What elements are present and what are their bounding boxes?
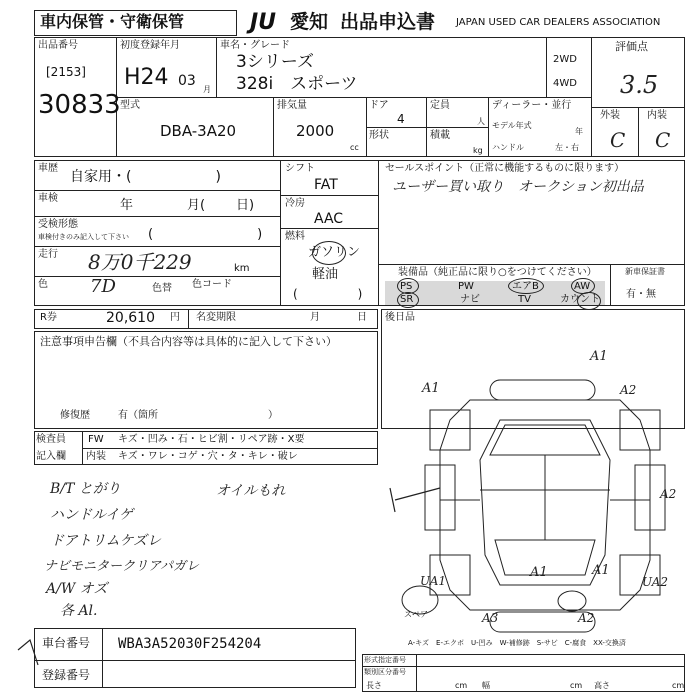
rating-label: 評価点 [615, 40, 648, 53]
note-5: A/W オズ [46, 581, 108, 597]
receipt-sub: 車検付きのみ記入して下さい [38, 233, 129, 241]
equip-sr: SR [400, 294, 414, 305]
chassis-number: WBA3A52030F254204 [118, 636, 262, 652]
fuel-label: 燃料 [285, 231, 305, 242]
form-title: 出品申込書 [340, 11, 436, 33]
mark-ua2: UA2 [642, 575, 669, 589]
lot-label: 出品番号 [38, 40, 78, 51]
inspector-label-2: 記入欄 [36, 451, 66, 462]
dims-width-unit: cm [570, 681, 583, 690]
equip-navi: ナビ [460, 294, 480, 305]
inspector-row1: キズ・凹み・石・ヒビ割・リペア跡・X要 [118, 434, 305, 445]
repair-label: 修復歴 [60, 410, 90, 421]
mark-a2-spare: A2 [620, 383, 637, 397]
dims-height: 高さ [594, 681, 610, 690]
interior-grade: C [655, 128, 671, 152]
selling-point-text: ユーザー買い取り オークション初出品 [392, 179, 644, 195]
dims-label-1: 形式指定番号 [364, 656, 406, 664]
aircon-value: AAC [314, 211, 344, 227]
history-value: 自家用・( ) [70, 169, 221, 185]
equip-pw: PW [458, 281, 474, 292]
new-guarantee-label: 新車保証書 [625, 267, 665, 276]
fuel-diesel: 軽油 [312, 267, 339, 282]
exterior-label: 外装 [600, 110, 620, 121]
damage-legend: A-キズ E-エクボ U-凹み W-補修跡 S-サビ C-腐食 XX-交換済 [408, 639, 626, 647]
mark-a3: A3 [482, 611, 499, 625]
mark-a1-left: A1 [422, 381, 440, 396]
note-right: オイルもれ [216, 483, 286, 499]
ju-logo: JU [250, 10, 277, 35]
equip-airbag: エアB [512, 281, 539, 292]
model-year-unit: 年 [575, 127, 583, 136]
color-label: 色 [38, 279, 48, 290]
tax-value: 20,610 [106, 310, 155, 326]
mileage-value: 8万0千229 [88, 250, 192, 274]
storage-label: 車内保管・守衛保管 [40, 12, 185, 31]
inspector-row2: キズ・ワレ・コゲ・穴・タ・キレ・破レ [118, 451, 298, 462]
dims-frame [362, 654, 685, 692]
org-english: JAPAN USED CAR DEALERS ASSOCIATION [456, 17, 661, 28]
recycle-label: 名変期限 [196, 312, 236, 323]
history-label: 車歴 [38, 163, 58, 174]
drive-4wd: 4WD [553, 78, 577, 89]
lot-number: 30833 [38, 90, 121, 120]
drive-2wd: 2WD [553, 54, 577, 65]
notes-label: 注意事項申告欄（不具合内容等は具体的に記入して下さい） [40, 335, 337, 348]
note-2: ハンドルイゲ [50, 507, 134, 523]
equip-aw: AW [574, 281, 591, 292]
type-label: 型式 [120, 100, 140, 111]
interior-label: 内装 [647, 110, 667, 121]
inspection-month: 月( [187, 198, 206, 213]
rear-seat-label: 後日品 [385, 312, 415, 323]
registration-era-year: H24 [124, 65, 169, 90]
mark-a2-bottom: A2 [578, 611, 595, 625]
aircon-label: 冷房 [285, 198, 305, 209]
note-6: 各 Al. [60, 603, 98, 619]
rating-score: 3.5 [620, 71, 659, 99]
inspector-row1-head: FW [88, 434, 104, 445]
equipment-label: 装備品（純正品に限り○をつけてください） [398, 267, 597, 278]
model-year-label: モデル年式 [492, 121, 532, 130]
capacity-label: 定員 [430, 100, 450, 111]
equip-ps: PS [400, 281, 413, 292]
shift-value: FAT [314, 177, 338, 193]
equip-tv: TV [518, 294, 531, 305]
mark-a2-right: A2 [660, 487, 677, 501]
fuel-gasoline: ガソリン [308, 245, 361, 260]
tax-label: R券 [40, 312, 57, 323]
note-1: B/T とがり [50, 481, 121, 497]
tax-unit: 円 [170, 312, 180, 323]
type-value: DBA-3A20 [160, 122, 237, 140]
recycle-day: 日 [357, 312, 367, 323]
org-name: 愛知 [290, 11, 329, 33]
inspection-label: 車検 [38, 193, 58, 204]
doors-value: 4 [397, 112, 405, 126]
color-repaint-label: 色替 [152, 283, 172, 294]
mark-a1-center: A1 [530, 565, 548, 580]
registration-label: 初度登録年月 [120, 40, 180, 51]
model-label: 車名・グレード [220, 40, 290, 51]
plate-label: 登録番号 [42, 668, 91, 682]
inspection-year: 年 [120, 198, 134, 213]
equip-count: カウント [560, 294, 600, 305]
handle-label: ハンドル [492, 143, 524, 152]
inspector-label: 検査員 [36, 434, 66, 445]
shift-label: シフト [285, 163, 315, 174]
dealer-label: ディーラー・並行 [492, 100, 572, 111]
color-value: 7D [90, 276, 116, 297]
dims-length-unit: cm [455, 681, 468, 690]
dims-height-unit: cm [672, 681, 685, 690]
color-code-label: 色コード [192, 279, 232, 290]
registration-month: 03 [178, 73, 196, 89]
model-grade: 328i スポーツ [236, 74, 358, 94]
fuel-other: ( ) [293, 287, 363, 301]
mark-a1-right: A1 [592, 563, 610, 578]
model-name: 3シリーズ [236, 52, 314, 72]
new-guarantee-value: 有・無 [626, 289, 656, 300]
lot-small-number: [2153] [46, 65, 86, 79]
mark-a1-top: A1 [590, 349, 608, 364]
handle-options: 左・右 [555, 143, 579, 152]
inspection-day: 日) [236, 198, 255, 213]
capacity-unit: 人 [477, 117, 485, 126]
mark-ua1: UA1 [420, 574, 447, 588]
load-unit: kg [473, 146, 483, 155]
exterior-grade: C [610, 128, 626, 152]
receipt-label: 受検形態 [38, 219, 78, 230]
recycle-month: 月 [310, 312, 320, 323]
mileage-label: 走行 [38, 249, 58, 260]
spare-label: スペア [404, 610, 428, 619]
registration-month-unit: 月 [203, 85, 211, 94]
dims-length: 長さ [366, 681, 382, 690]
mileage-unit: km [234, 263, 250, 274]
note-3: ドアトリムケズレ [50, 533, 162, 549]
selling-point-label: セールスポイント（正常に機能するものに限ります） [385, 163, 625, 174]
load-label: 積載 [430, 130, 450, 141]
displacement-value: 2000 [296, 122, 335, 140]
displacement-label: 排気量 [277, 100, 307, 111]
dims-width: 幅 [482, 681, 490, 690]
dims-label-2: 類別区分番号 [364, 668, 406, 676]
receipt-value: ( ) [148, 227, 263, 242]
inspector-row2-head: 内装 [86, 451, 106, 462]
shape-label: 形状 [369, 130, 389, 141]
chassis-label: 車台番号 [42, 636, 91, 650]
note-4: ナビモニタークリアパガレ [44, 559, 199, 574]
repair-value: 有（箇所 ） [118, 410, 278, 421]
displacement-unit: cc [350, 143, 359, 152]
doors-label: ドア [369, 100, 389, 111]
